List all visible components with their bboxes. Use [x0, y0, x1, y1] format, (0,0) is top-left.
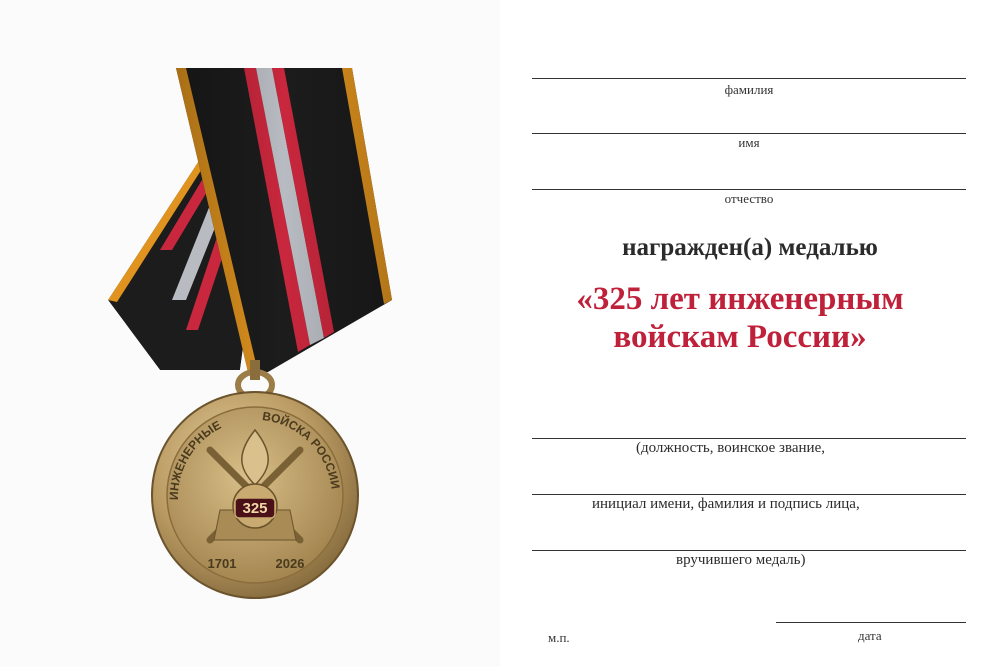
- medal-center-number: 325: [242, 500, 268, 517]
- date-label: дата: [858, 628, 882, 643]
- medal-inscription-left: ИНЖЕНЕРНЫЕ: [166, 417, 224, 501]
- medal-year-start: 1701: [207, 556, 237, 571]
- stamp-label: м.п.: [548, 630, 570, 645]
- name-line[interactable]: [532, 133, 966, 134]
- date-line[interactable]: [776, 622, 966, 623]
- signature-line-2[interactable]: [532, 494, 966, 495]
- medal-year-end: 2026: [275, 556, 305, 571]
- medal-inscription-right: ВОЙСКА РОССИИ: [261, 409, 343, 490]
- awarded-text: награжден(а) медалью: [622, 234, 878, 261]
- patronymic-caption: отчество: [724, 191, 774, 206]
- patronymic-line[interactable]: [532, 189, 966, 190]
- medal-disc: [152, 392, 358, 598]
- medal-title-line2: войскам России»: [613, 319, 867, 355]
- signature-caption-2: инициал имени, фамилия и подпись лица,: [592, 496, 860, 512]
- medal-title-line1: «325 лет инженерным: [576, 281, 904, 317]
- name-caption: имя: [738, 135, 760, 150]
- signature-caption-1: (должность, воинское звание,: [636, 440, 825, 456]
- surname-line[interactable]: [532, 78, 966, 79]
- signature-line-1[interactable]: [532, 438, 966, 439]
- surname-caption: фамилия: [724, 82, 774, 97]
- signature-caption-3: вручившего медаль): [676, 552, 806, 568]
- medal-title: [520, 280, 960, 356]
- signature-line-3[interactable]: [532, 550, 966, 551]
